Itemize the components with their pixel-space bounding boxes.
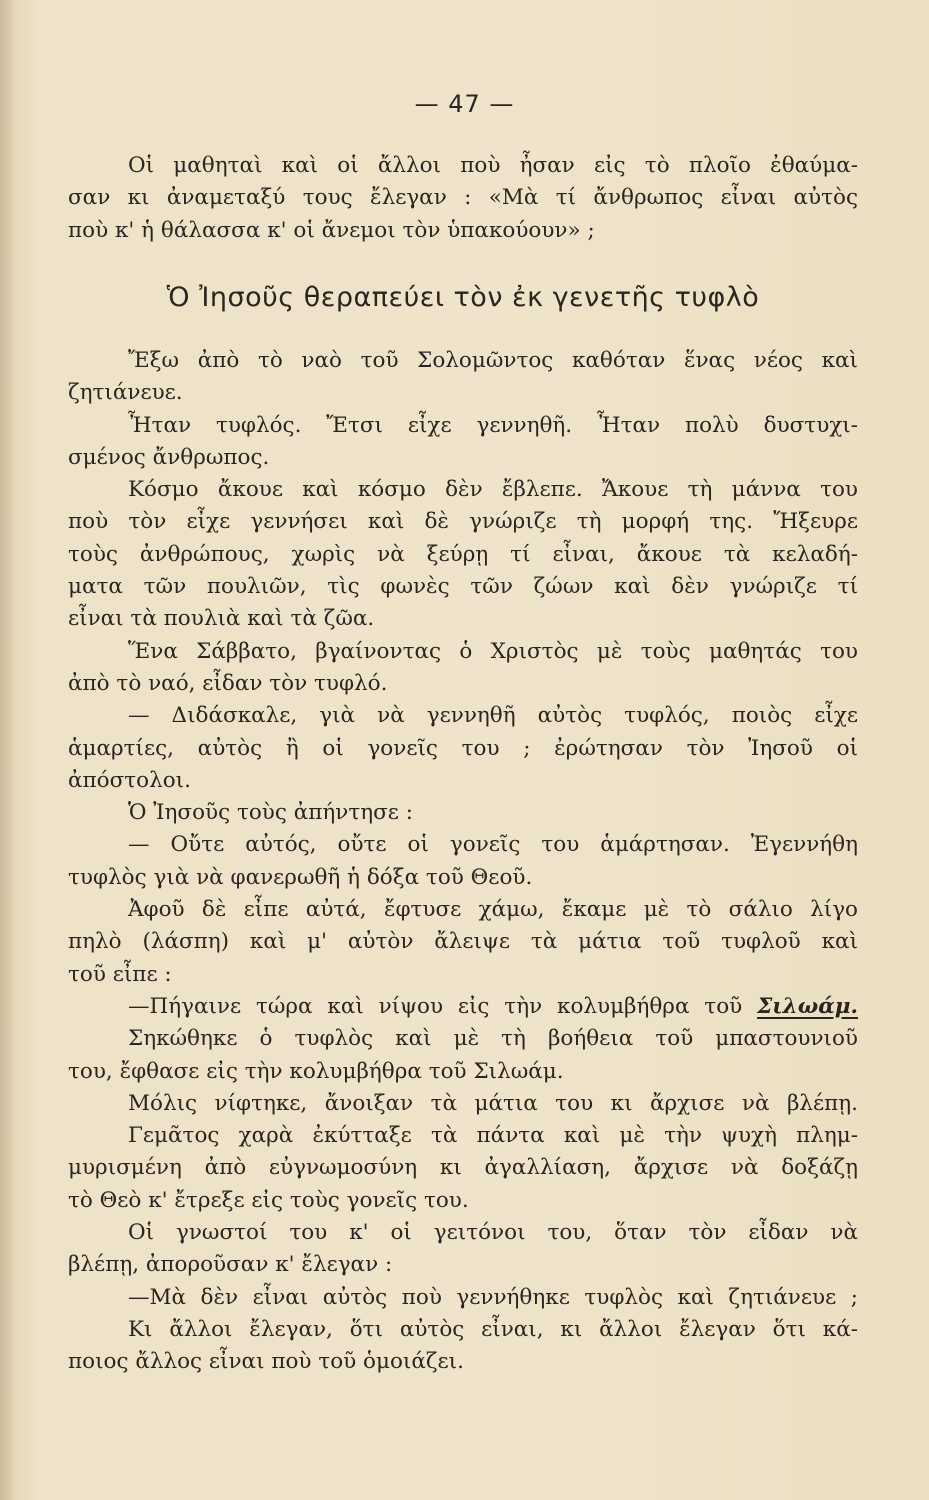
text-line: ἀπόστολοι. (68, 767, 191, 793)
page-binding-edge (0, 0, 14, 1500)
body-text (68, 345, 858, 1379)
text-line-with-emphasis (68, 991, 858, 1023)
text-line: ποιος ἄλλος εἶναι ποὺ τοῦ ὁμοιάζει. (68, 1349, 464, 1375)
text-line: Ὁ Ἰησοῦς τοὺς ἀπήντησε : (128, 800, 414, 826)
text-line: Οἱ γνωστοί του κ' οἱ γειτόνοι του, ὅταν τὸν εἶδαν νὰ (128, 1220, 858, 1246)
text-line: Μόλις νίφτηκε, ἄνοιξαν τὰ μάτια του κι ἄρχισε νὰ βλέπῃ. (128, 1090, 858, 1116)
text-line: Σηκώθηκε ὁ τυφλὸς καὶ μὲ τὴ βοήθεια τοῦ μπαστουνιοῦ (128, 1026, 858, 1052)
text-line: μυρισμένη ἀπὸ εὐγνωμοσύνη κι ἀγαλλίαση, ἄρχισε νὰ δοξάζῃ (68, 1155, 858, 1181)
text-line: — Οὔτε αὐτός, οὔτε οἱ γονεῖς του ἁμάρτησαν. Ἐγεννήθη (128, 832, 858, 858)
text-line: Ἀφοῦ δὲ εἶπε αὐτά, ἔφτυσε χάμω, ἔκαμε μὲ τὸ σάλιο λίγο (128, 897, 858, 923)
text-line: τυφλὸς γιὰ νὰ φανερωθῆ ἡ δόξα τοῦ Θεοῦ. (68, 864, 533, 890)
text-line: Ἔξω ἀπὸ τὸ ναὸ τοῦ Σολομῶντος καθόταν ἕνας νέος καὶ (128, 348, 858, 373)
text-line: Ἕνα Σάββατο, βγαίνοντας ὁ Χριστὸς μὲ τοὺς μαθητάς του (128, 638, 858, 664)
text-line: τοὺς ἀνθρώπους, χωρὶς νὰ ξεύρῃ τί εἶναι, ἄκουε τὰ κελαδή- (68, 541, 858, 567)
text-line: σμένος ἄνθρωπος. (68, 444, 270, 470)
text-line: Γεμᾶτος χαρὰ ἐκύτταξε τὰ πάντα καὶ μὲ τὴν ψυχὴ πλημ- (128, 1123, 858, 1149)
text-line: βλέπῃ, ἀποροῦσαν κ' ἔλεγαν : (68, 1252, 393, 1278)
intro-paragraph (68, 150, 858, 247)
text-line: τὸ Θεὸ κ' ἔτρεξε εἰς τοὺς γονεῖς του. (68, 1187, 469, 1213)
text-line: του, ἔφθασε εἰς τὴν κολυμβήθρα τοῦ Σιλωάμ. (68, 1058, 564, 1084)
text-line: ζητιάνευε. (68, 380, 183, 406)
section-heading: Ὁ Ἰησοῦς θεραπεύει τὸν ἐκ γενετῆς τυφλὸ (166, 282, 760, 313)
text-line: Κι ἄλλοι ἔλεγαν, ὅτι αὐτὸς εἶναι, κι ἄλλοι ἔλεγαν ὅτι κά- (128, 1316, 858, 1342)
text-line: σαν κι ἀναμεταξύ τους ἔλεγαν : «Μὰ τί ἄνθρωπος εἶναι αὐτὸς (68, 185, 858, 211)
text-line: ἁμαρτίες, αὐτὸς ἢ οἱ γονεῖς του ; ἐρώτησαν τὸν Ἰησοῦ οἱ (68, 735, 858, 761)
text-line: —Μὰ δὲν εἶναι αὐτὸς ποὺ γεννήθηκε τυφλὸς καὶ ζητιάνευε ; (128, 1284, 858, 1310)
text-line: ἀπὸ τὸ ναό, εἶδαν τὸν τυφλό. (68, 670, 388, 696)
text-line: ποὺ τὸν εἶχε γεννήσει καὶ δὲ γνώριζε τὴ μορφή της. Ἤξευρε (68, 509, 858, 535)
text-line: τοῦ εἶπε : (68, 961, 172, 987)
text-line: εἶναι τὰ πουλιὰ καὶ τὰ ζῶα. (68, 606, 375, 632)
page-number: — 47 — (414, 90, 515, 118)
text-line: Οἱ μαθηταὶ καὶ οἱ ἄλλοι ποὺ ἦσαν εἰς τὸ πλοῖο ἐθαύμα- (128, 153, 858, 178)
text-line: Ἦταν τυφλός. Ἔτσι εἶχε γεννηθῆ. Ἦταν πολὺ δυστυχι- (128, 412, 858, 438)
emphasized-word: Σιλωάμ. (757, 993, 858, 1019)
text-line: πηλὸ (λάσπη) καὶ μ' αὐτὸν ἄλειψε τὰ μάτια τοῦ τυφλοῦ καὶ (68, 929, 858, 955)
text-segment: —Πήγαινε τώρα καὶ νίψου εἰς τὴν κολυμβήθρα τοῦ (128, 993, 743, 1019)
text-line: — Διδάσκαλε, γιὰ νὰ γεννηθῆ αὐτὸς τυφλός, ποιὸς εἶχε (128, 703, 858, 729)
text-line: Κόσμο ἄκουε καὶ κόσμο δὲν ἔβλεπε. Ἄκουε τὴ μάννα του (128, 477, 858, 503)
text-line: ποὺ κ' ἡ θάλασσα κ' οἱ ἄνεμοι τὸν ὑπακούουν» ; (68, 217, 595, 243)
text-line: ματα τῶν πουλιῶν, τὶς φωνὲς τῶν ζώων καὶ δὲν γνώριζε τί (68, 574, 858, 600)
